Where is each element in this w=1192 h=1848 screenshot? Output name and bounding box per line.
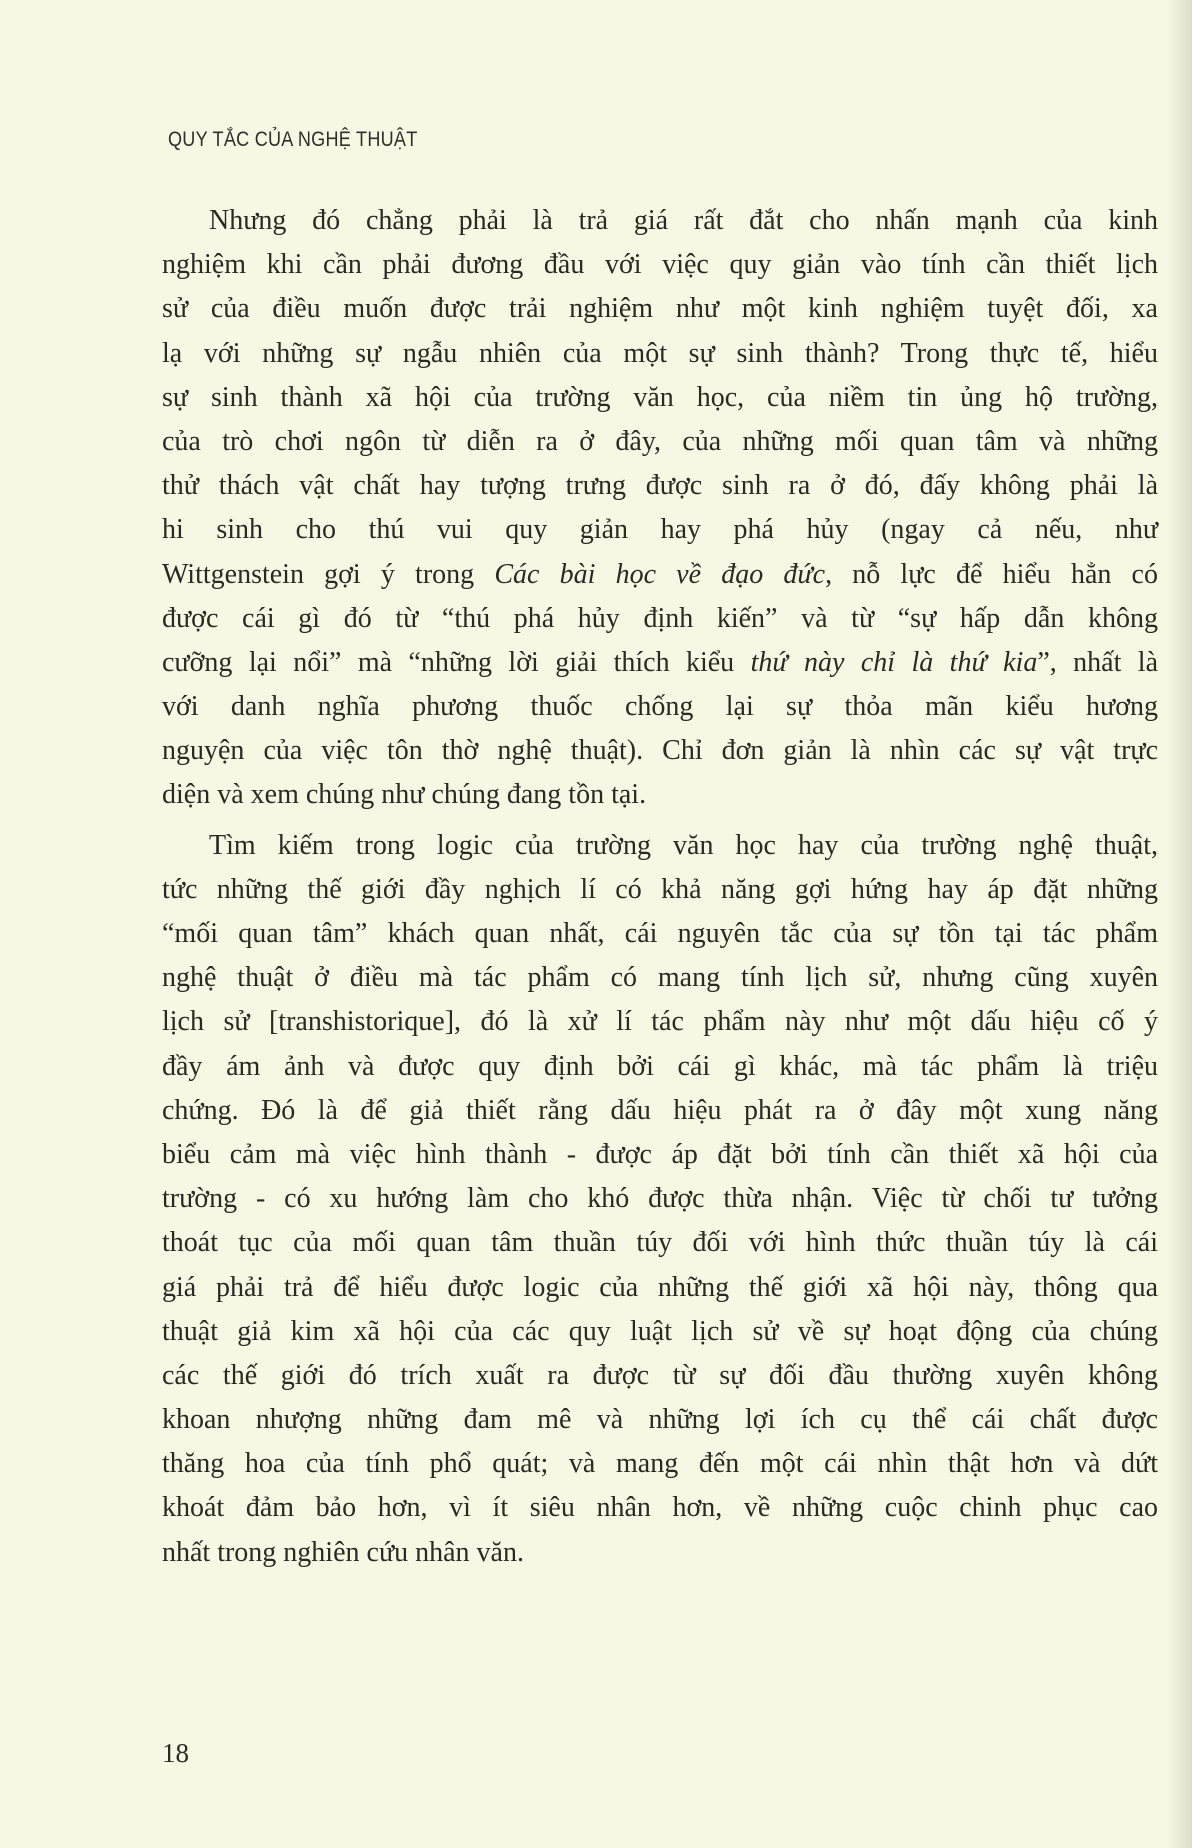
text-segment: khoan nhượng những đam mê và những lợi ích cụ thể cái chất được xyxy=(162,1404,1158,1436)
body-text xyxy=(162,199,1158,1581)
text-line xyxy=(162,685,1158,729)
text-segment: các thế giới đó trích xuất ra được từ sự đối đầu thường xuyên không xyxy=(162,1359,1158,1391)
paragraph xyxy=(162,199,1158,818)
text-segment: chứng. Đó là để giả thiết rằng dấu hiệu phát ra ở đây một xung năng xyxy=(162,1094,1158,1126)
text-segment: diện và xem chúng như chúng đang tồn tại. xyxy=(162,779,647,811)
text-segment: Nhưng đó chẳng phải là trả giá rất đắt cho nhấn mạnh của kinh xyxy=(209,205,1158,236)
text-segment: được cái gì đó từ “thú phá hủy định kiến” và từ “sự hấp dẫn không xyxy=(162,602,1158,634)
text-line xyxy=(162,1354,1158,1398)
text-line xyxy=(162,553,1158,597)
text-line xyxy=(162,420,1158,464)
text-line xyxy=(162,1133,1158,1177)
text-segment: thuật giả kim xã hội của các quy luật lịch sử về sự hoạt động của chúng xyxy=(162,1315,1158,1347)
text-line xyxy=(162,376,1158,420)
text-segment: nguyện của việc tôn thờ nghệ thuật). Chỉ đơn giản là nhìn các sự vật trực xyxy=(162,735,1158,767)
page-number: 18 xyxy=(162,1738,189,1768)
text-line xyxy=(162,332,1158,376)
text-line xyxy=(162,1177,1158,1221)
text-segment: Tìm kiếm trong logic của trường văn học hay của trường nghệ thuật, xyxy=(209,829,1158,861)
text-segment: lạ với những sự ngẫu nhiên của một sự sinh thành? Trong thực tế, hiểu xyxy=(162,337,1158,369)
paragraph xyxy=(162,824,1158,1575)
text-segment: Wittgenstein gợi ý trong xyxy=(162,558,495,590)
text-line xyxy=(162,1266,1158,1310)
text-segment: biểu cảm mà việc hình thành - được áp đặt bởi tính cần thiết xã hội của xyxy=(162,1138,1158,1170)
italic-title: thứ này chỉ là thứ kia xyxy=(750,646,1038,678)
text-segment: , nỗ lực để hiểu hẳn có xyxy=(825,558,1158,590)
text-line xyxy=(162,243,1158,287)
text-line xyxy=(162,912,1158,956)
page-edge-shadow xyxy=(1166,0,1192,1848)
text-line xyxy=(162,641,1158,685)
text-segment: thoát tục của mối quan tâm thuần túy đối với hình thức thuần túy là cái xyxy=(162,1227,1158,1259)
text-line xyxy=(162,287,1158,331)
text-segment: giá phải trả để hiểu được logic của những thế giới xã hội này, thông qua xyxy=(162,1271,1158,1303)
text-line xyxy=(162,1442,1158,1486)
text-segment: nghiệm khi cần phải đương đầu với việc quy giản vào tính cần thiết lịch xyxy=(162,249,1158,281)
italic-title: Các bài học về đạo đức xyxy=(494,558,826,590)
text-segment: lịch sử [transhistorique], đó là xử lí tác phẩm này như một dấu hiệu cố ý xyxy=(162,1006,1158,1038)
text-line xyxy=(162,868,1158,912)
text-line xyxy=(162,824,1158,868)
text-line xyxy=(162,1486,1158,1530)
text-line xyxy=(162,597,1158,641)
text-segment: khoát đảm bảo hơn, vì ít siêu nhân hơn, về những cuộc chinh phục cao xyxy=(162,1492,1158,1524)
text-line xyxy=(162,464,1158,508)
text-segment: sử của điều muốn được trải nghiệm như một kinh nghiệm tuyệt đối, xa xyxy=(162,293,1158,325)
text-segment: cưỡng lại nổi” mà “những lời giải thích kiểu xyxy=(162,646,751,678)
text-segment: ”, nhất là xyxy=(1037,646,1158,678)
text-segment: nhất trong nghiên cứu nhân văn. xyxy=(162,1536,524,1568)
text-line xyxy=(162,1000,1158,1044)
text-line xyxy=(162,508,1158,552)
text-segment: nghệ thuật ở điều mà tác phẩm có mang tính lịch sử, nhưng cũng xuyên xyxy=(162,962,1158,994)
text-segment: thăng hoa của tính phổ quát; và mang đến một cái nhìn thật hơn và dứt xyxy=(162,1448,1158,1480)
text-line xyxy=(162,1221,1158,1265)
text-line xyxy=(162,1045,1158,1089)
text-segment: của trò chơi ngôn từ diễn ra ở đây, của những mối quan tâm và những xyxy=(162,425,1158,457)
text-segment: với danh nghĩa phương thuốc chống lại sự thỏa mãn kiểu hương xyxy=(162,691,1158,723)
text-line xyxy=(162,199,1158,243)
text-segment: “mối quan tâm” khách quan nhất, cái nguyên tắc của sự tồn tại tác phẩm xyxy=(162,918,1158,949)
text-segment: tức những thế giới đầy nghịch lí có khả năng gợi hứng hay áp đặt những xyxy=(162,873,1158,905)
text-line xyxy=(162,1398,1158,1442)
running-head: QUY TẮC CỦA NGHỆ THUẬT xyxy=(168,128,418,151)
text-line xyxy=(162,1310,1158,1354)
text-line xyxy=(162,956,1158,1000)
text-line xyxy=(162,1089,1158,1133)
text-line xyxy=(162,1531,1158,1575)
text-segment: thử thách vật chất hay tượng trưng được sinh ra ở đó, đấy không phải là xyxy=(162,470,1158,502)
text-segment: trường - có xu hướng làm cho khó được thừa nhận. Việc từ chối tư tưởng xyxy=(162,1183,1158,1215)
text-segment: hi sinh cho thú vui quy giản hay phá hủy (ngay cả nếu, như xyxy=(162,514,1158,546)
text-line xyxy=(162,729,1158,773)
text-segment: đầy ám ảnh và được quy định bởi cái gì khác, mà tác phẩm là triệu xyxy=(162,1050,1158,1082)
text-segment: sự sinh thành xã hội của trường văn học, của niềm tin ủng hộ trường, xyxy=(162,381,1158,413)
text-line xyxy=(162,773,1158,817)
